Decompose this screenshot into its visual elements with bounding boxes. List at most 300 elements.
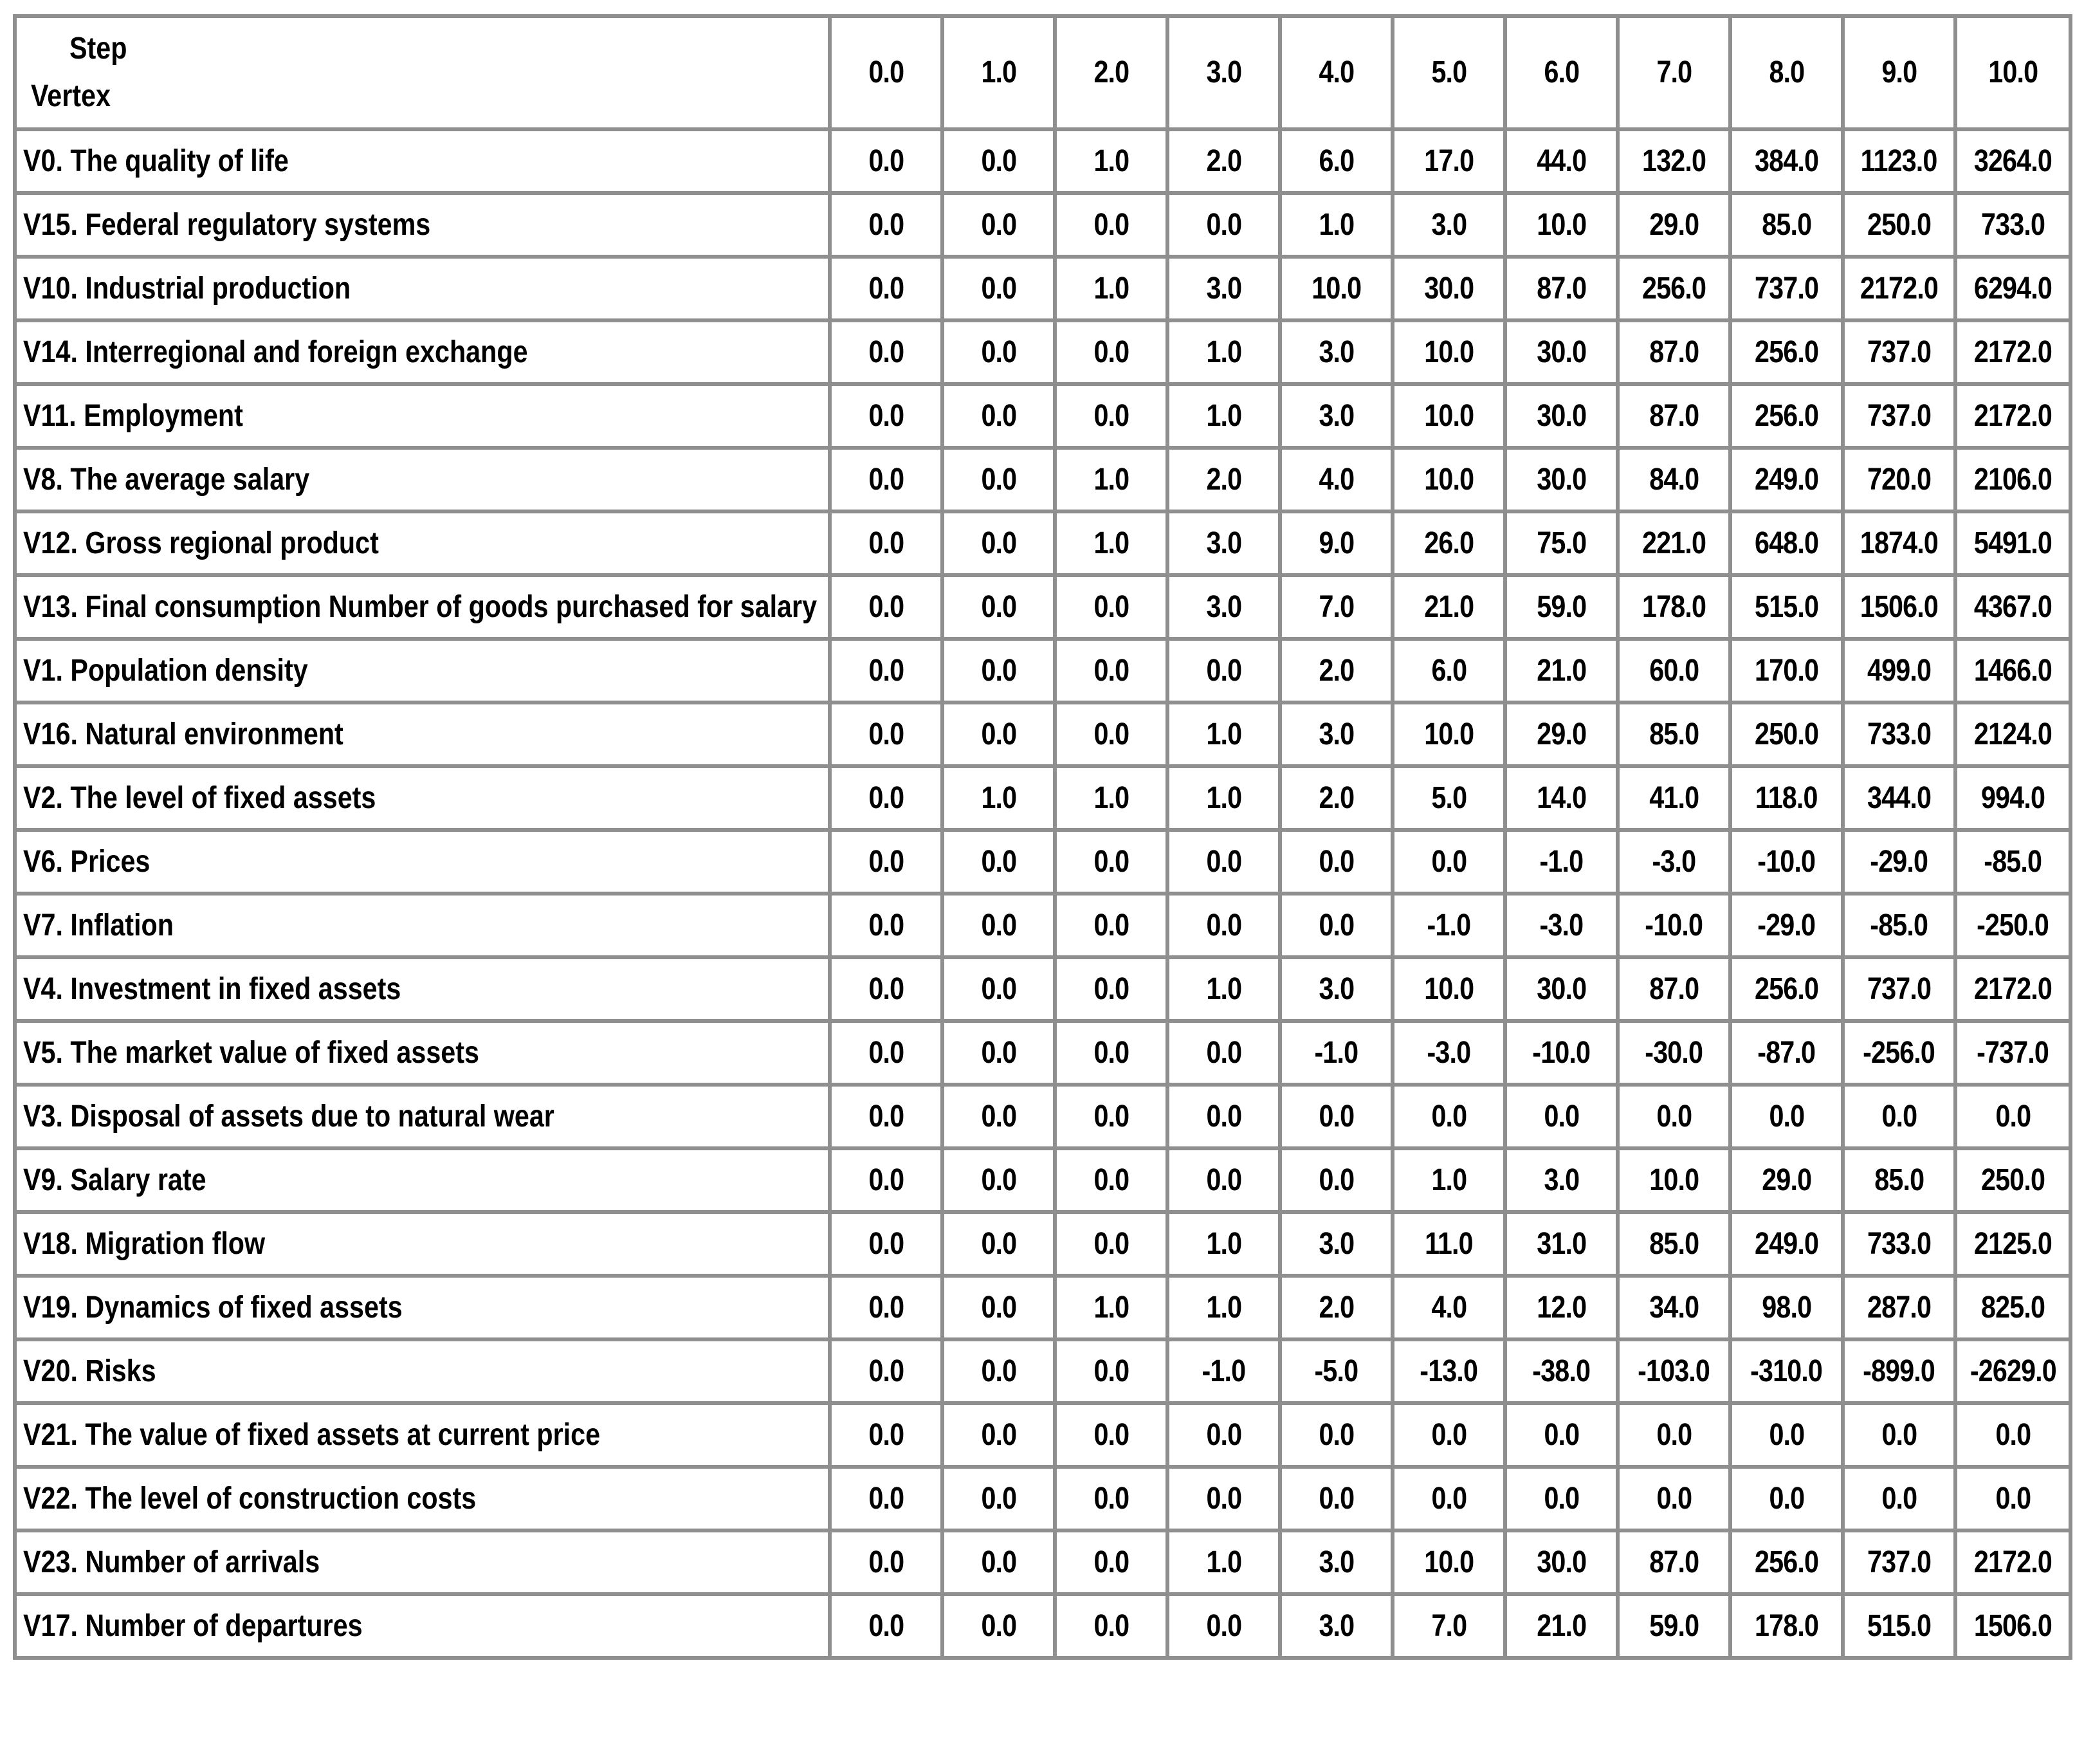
cell-value: -1.0 xyxy=(1427,908,1471,942)
step-header-cell xyxy=(1843,16,1955,129)
cell-value: 737.0 xyxy=(1754,271,1819,306)
value-cell xyxy=(1055,1467,1167,1530)
cell-value: -3.0 xyxy=(1427,1035,1471,1070)
cell-value: 29.0 xyxy=(1649,207,1699,242)
value-cell xyxy=(1393,894,1505,957)
value-cell xyxy=(1280,257,1393,320)
impulse-process-table xyxy=(13,14,2072,1660)
value-cell xyxy=(1167,320,1280,384)
table-row xyxy=(15,957,2070,1021)
cell-value: 256.0 xyxy=(1754,971,1819,1006)
value-cell xyxy=(1730,257,1843,320)
value-cell xyxy=(1393,257,1505,320)
vertex-label-cell xyxy=(15,384,830,448)
cell-value: 87.0 xyxy=(1537,271,1586,306)
value-cell xyxy=(1393,1467,1505,1530)
value-cell xyxy=(1730,1212,1843,1276)
cell-value: 0.0 xyxy=(868,207,904,242)
value-cell xyxy=(1730,1594,1843,1658)
vertex-label-cell xyxy=(15,257,830,320)
cell-value: 994.0 xyxy=(1980,780,2045,815)
cell-value: 0.0 xyxy=(1544,1099,1579,1134)
value-cell xyxy=(1055,1212,1167,1276)
table-row xyxy=(15,575,2070,639)
vertex-label-cell xyxy=(15,320,830,384)
cell-value: 1.0 xyxy=(1093,271,1129,306)
value-cell xyxy=(1505,1148,1618,1212)
value-cell xyxy=(1730,129,1843,193)
value-cell xyxy=(1843,1467,1955,1530)
table-row xyxy=(15,320,2070,384)
value-cell xyxy=(1618,1594,1730,1658)
value-cell xyxy=(1955,1467,2070,1530)
table-row xyxy=(15,830,2070,894)
value-cell xyxy=(1618,1403,1730,1467)
value-cell xyxy=(1618,1276,1730,1339)
cell-value: 499.0 xyxy=(1867,653,1932,688)
table-row xyxy=(15,639,2070,703)
value-cell xyxy=(1393,384,1505,448)
value-cell xyxy=(1055,384,1167,448)
cell-value: 1874.0 xyxy=(1860,526,1939,560)
value-cell xyxy=(1393,129,1505,193)
vertex-header-label: Vertex xyxy=(31,79,111,113)
value-cell xyxy=(1505,384,1618,448)
value-cell xyxy=(1843,448,1955,511)
value-cell xyxy=(942,957,1055,1021)
cell-value: 3.0 xyxy=(1319,1545,1354,1579)
cell-value: 0.0 xyxy=(868,335,904,369)
vertex-label-cell xyxy=(15,830,830,894)
value-cell xyxy=(1393,639,1505,703)
cell-value: 0.0 xyxy=(1431,1481,1467,1516)
value-cell xyxy=(1393,1085,1505,1148)
cell-value: 75.0 xyxy=(1537,526,1586,560)
cell-value: 0.0 xyxy=(868,589,904,624)
table-row xyxy=(15,1594,2070,1658)
vertex-label-cell xyxy=(15,129,830,193)
cell-value: 0.0 xyxy=(981,1290,1016,1325)
cell-value: 648.0 xyxy=(1754,526,1819,560)
cell-value: 0.0 xyxy=(868,462,904,497)
vertex-label: V20. Risks xyxy=(23,1354,156,1388)
cell-value: 0.0 xyxy=(1206,1099,1241,1134)
value-cell xyxy=(1167,1276,1280,1339)
value-cell xyxy=(1280,320,1393,384)
cell-value: 256.0 xyxy=(1754,398,1819,433)
cell-value: -1.0 xyxy=(1539,844,1584,879)
cell-value: 0.0 xyxy=(1995,1099,2031,1134)
value-cell xyxy=(830,257,942,320)
value-cell xyxy=(830,1530,942,1594)
value-cell xyxy=(942,511,1055,575)
value-cell xyxy=(942,575,1055,639)
value-cell xyxy=(1618,1085,1730,1148)
cell-value: 0.0 xyxy=(1093,908,1129,942)
value-cell xyxy=(830,639,942,703)
cell-value: 0.0 xyxy=(1093,1354,1129,1388)
value-cell xyxy=(1730,193,1843,257)
value-cell xyxy=(1393,957,1505,1021)
table-row xyxy=(15,384,2070,448)
value-cell xyxy=(1618,1530,1730,1594)
value-cell xyxy=(1167,1403,1280,1467)
cell-value: -85.0 xyxy=(1984,844,2042,879)
value-cell xyxy=(1393,1021,1505,1085)
cell-value: 0.0 xyxy=(1319,1417,1354,1452)
cell-value: 4.0 xyxy=(1319,462,1354,497)
vertex-label: V13. Final consumption Number of goods purchased for salary xyxy=(23,589,818,624)
value-cell xyxy=(1505,575,1618,639)
value-cell xyxy=(1955,1212,2070,1276)
value-cell xyxy=(1843,639,1955,703)
cell-value: 2172.0 xyxy=(1973,1545,2052,1579)
cell-value: 30.0 xyxy=(1424,271,1474,306)
value-cell xyxy=(830,320,942,384)
table-row xyxy=(15,766,2070,830)
value-cell xyxy=(1955,1403,2070,1467)
table-row xyxy=(15,703,2070,766)
step-header-cell xyxy=(1055,16,1167,129)
cell-value: 0.0 xyxy=(868,1035,904,1070)
cell-value: 0.0 xyxy=(981,908,1016,942)
cell-value: 0.0 xyxy=(868,653,904,688)
step-header-cell xyxy=(830,16,942,129)
vertex-label-cell xyxy=(15,1530,830,1594)
cell-value: 0.0 xyxy=(1206,207,1241,242)
cell-value: 0.0 xyxy=(1206,653,1241,688)
vertex-label-cell xyxy=(15,575,830,639)
cell-value: 2.0 xyxy=(1319,780,1354,815)
cell-value: 0.0 xyxy=(1319,1162,1354,1197)
value-cell xyxy=(1843,1148,1955,1212)
cell-value: -38.0 xyxy=(1532,1354,1591,1388)
cell-value: 0.0 xyxy=(868,971,904,1006)
table-row xyxy=(15,1276,2070,1339)
vertex-label-cell xyxy=(15,957,830,1021)
value-cell xyxy=(1618,830,1730,894)
value-cell xyxy=(1730,1085,1843,1148)
value-cell xyxy=(1505,766,1618,830)
value-cell xyxy=(1055,1530,1167,1594)
value-cell xyxy=(1618,639,1730,703)
value-cell xyxy=(1955,448,2070,511)
vertex-label: V7. Inflation xyxy=(23,908,174,942)
value-cell xyxy=(942,1148,1055,1212)
value-cell xyxy=(1843,1021,1955,1085)
value-cell xyxy=(1730,1021,1843,1085)
vertex-label-cell xyxy=(15,1148,830,1212)
value-cell xyxy=(1505,1467,1618,1530)
cell-value: 384.0 xyxy=(1754,143,1819,178)
cell-value: 41.0 xyxy=(1649,780,1699,815)
cell-value: 0.0 xyxy=(981,589,1016,624)
value-cell xyxy=(1505,257,1618,320)
value-cell xyxy=(1393,193,1505,257)
vertex-label: V0. The quality of life xyxy=(23,143,289,178)
cell-value: 0.0 xyxy=(981,1354,1016,1388)
vertex-label-cell xyxy=(15,448,830,511)
value-cell xyxy=(1505,1594,1618,1658)
value-cell xyxy=(1505,957,1618,1021)
value-cell xyxy=(1843,129,1955,193)
value-cell xyxy=(1167,1530,1280,1594)
value-cell xyxy=(1167,639,1280,703)
value-cell xyxy=(1843,703,1955,766)
cell-value: 733.0 xyxy=(1980,207,2045,242)
value-cell xyxy=(1955,957,2070,1021)
cell-value: 10.0 xyxy=(1424,971,1474,1006)
value-cell xyxy=(1730,1148,1843,1212)
cell-value: 29.0 xyxy=(1537,717,1586,751)
value-cell xyxy=(1618,1021,1730,1085)
value-cell xyxy=(1955,830,2070,894)
cell-value: 2.0 xyxy=(1319,1290,1354,1325)
value-cell xyxy=(1055,320,1167,384)
value-cell xyxy=(1843,511,1955,575)
cell-value: 249.0 xyxy=(1754,462,1819,497)
value-cell xyxy=(1843,193,1955,257)
vertex-label-cell xyxy=(15,894,830,957)
cell-value: 0.0 xyxy=(868,143,904,178)
cell-value: 2172.0 xyxy=(1973,398,2052,433)
cell-value: -13.0 xyxy=(1420,1354,1478,1388)
table-row xyxy=(15,1467,2070,1530)
vertex-label: V5. The market value of fixed assets xyxy=(23,1035,479,1070)
value-cell xyxy=(830,384,942,448)
cell-value: 1.0 xyxy=(1206,398,1241,433)
vertex-label-cell xyxy=(15,193,830,257)
value-cell xyxy=(942,1085,1055,1148)
cell-value: 0.0 xyxy=(1769,1481,1804,1516)
cell-value: 0.0 xyxy=(868,271,904,306)
value-cell xyxy=(1055,1148,1167,1212)
cell-value: 34.0 xyxy=(1649,1290,1699,1325)
cell-value: 87.0 xyxy=(1649,971,1699,1006)
cell-value: 1.0 xyxy=(1431,1162,1467,1197)
value-cell xyxy=(1618,129,1730,193)
cell-value: 0.0 xyxy=(1319,1099,1354,1134)
cell-value: 0.0 xyxy=(1206,1417,1241,1452)
cell-value: -10.0 xyxy=(1532,1035,1591,1070)
cell-value: 12.0 xyxy=(1537,1290,1586,1325)
cell-value: 1506.0 xyxy=(1860,589,1939,624)
value-cell xyxy=(830,1148,942,1212)
cell-value: 3264.0 xyxy=(1973,143,2052,178)
value-cell xyxy=(1618,703,1730,766)
cell-value: 0.0 xyxy=(1093,717,1129,751)
cell-value: 132.0 xyxy=(1641,143,1706,178)
step-header-value: 1.0 xyxy=(981,55,1016,89)
vertex-label-cell xyxy=(15,1021,830,1085)
value-cell xyxy=(1730,894,1843,957)
value-cell xyxy=(942,766,1055,830)
cell-value: 4.0 xyxy=(1431,1290,1467,1325)
vertex-label: V22. The level of construction costs xyxy=(23,1481,477,1516)
value-cell xyxy=(1280,1085,1393,1148)
value-cell xyxy=(1167,1021,1280,1085)
step-header-value: 7.0 xyxy=(1656,55,1692,89)
cell-value: 1.0 xyxy=(1206,971,1241,1006)
cell-value: -29.0 xyxy=(1757,908,1816,942)
value-cell xyxy=(1618,257,1730,320)
cell-value: 0.0 xyxy=(868,1417,904,1452)
cell-value: 6.0 xyxy=(1431,653,1467,688)
value-cell xyxy=(830,766,942,830)
value-cell xyxy=(1055,1594,1167,1658)
cell-value: 0.0 xyxy=(868,398,904,433)
cell-value: 256.0 xyxy=(1754,1545,1819,1579)
value-cell xyxy=(1955,766,2070,830)
cell-value: 1.0 xyxy=(1206,335,1241,369)
cell-value: 0.0 xyxy=(1093,1162,1129,1197)
value-cell xyxy=(1618,1212,1730,1276)
value-cell xyxy=(1843,1212,1955,1276)
cell-value: 87.0 xyxy=(1649,398,1699,433)
cell-value: 5491.0 xyxy=(1973,526,2052,560)
value-cell xyxy=(1280,894,1393,957)
cell-value: 10.0 xyxy=(1649,1162,1699,1197)
value-cell xyxy=(1843,320,1955,384)
value-cell xyxy=(1055,575,1167,639)
vertex-label-cell xyxy=(15,1276,830,1339)
cell-value: 0.0 xyxy=(1431,844,1467,879)
cell-value: -30.0 xyxy=(1645,1035,1703,1070)
cell-value: 2.0 xyxy=(1206,462,1241,497)
value-cell xyxy=(1730,639,1843,703)
value-cell xyxy=(1393,1594,1505,1658)
cell-value: 1.0 xyxy=(1093,143,1129,178)
value-cell xyxy=(1618,1339,1730,1403)
cell-value: -10.0 xyxy=(1645,908,1703,942)
cell-value: 0.0 xyxy=(1769,1417,1804,1452)
value-cell xyxy=(830,1085,942,1148)
value-cell xyxy=(1055,894,1167,957)
vertex-label: V17. Number of departures xyxy=(23,1608,363,1643)
cell-value: 7.0 xyxy=(1431,1608,1467,1643)
table-row xyxy=(15,894,2070,957)
value-cell xyxy=(1280,957,1393,1021)
cell-value: 0.0 xyxy=(868,1099,904,1134)
value-cell xyxy=(1055,129,1167,193)
value-cell xyxy=(1730,320,1843,384)
value-cell xyxy=(1280,766,1393,830)
cell-value: 0.0 xyxy=(981,335,1016,369)
value-cell xyxy=(1843,894,1955,957)
value-cell xyxy=(1280,830,1393,894)
cell-value: 11.0 xyxy=(1425,1226,1473,1261)
value-cell xyxy=(1955,1594,2070,1658)
value-cell xyxy=(1955,193,2070,257)
cell-value: 221.0 xyxy=(1641,526,1706,560)
cell-value: 3.0 xyxy=(1206,526,1241,560)
cell-value: 0.0 xyxy=(1206,908,1241,942)
cell-value: 3.0 xyxy=(1544,1162,1579,1197)
cell-value: 26.0 xyxy=(1424,526,1474,560)
cell-value: -256.0 xyxy=(1863,1035,1935,1070)
value-cell xyxy=(830,129,942,193)
vertex-label: V11. Employment xyxy=(23,398,243,433)
cell-value: 85.0 xyxy=(1649,717,1699,751)
cell-value: 0.0 xyxy=(1656,1099,1692,1134)
cell-value: -87.0 xyxy=(1757,1035,1816,1070)
cell-value: 0.0 xyxy=(981,1608,1016,1643)
cell-value: 1.0 xyxy=(1093,462,1129,497)
cell-value: 21.0 xyxy=(1424,589,1474,624)
step-header-value: 3.0 xyxy=(1206,55,1241,89)
value-cell xyxy=(942,1467,1055,1530)
value-cell xyxy=(942,1403,1055,1467)
cell-value: 2172.0 xyxy=(1973,335,2052,369)
step-header-value: 4.0 xyxy=(1319,55,1354,89)
cell-value: 0.0 xyxy=(1093,971,1129,1006)
value-cell xyxy=(1730,1276,1843,1339)
value-cell xyxy=(1955,1339,2070,1403)
cell-value: 1.0 xyxy=(1206,717,1241,751)
cell-value: 0.0 xyxy=(981,844,1016,879)
cell-value: 1506.0 xyxy=(1973,1608,2052,1643)
cell-value: 0.0 xyxy=(981,1162,1016,1197)
cell-value: 87.0 xyxy=(1649,335,1699,369)
cell-value: 30.0 xyxy=(1537,462,1586,497)
value-cell xyxy=(1167,1212,1280,1276)
value-cell xyxy=(1618,766,1730,830)
value-cell xyxy=(1167,957,1280,1021)
value-cell xyxy=(1393,448,1505,511)
cell-value: 0.0 xyxy=(1093,1226,1129,1261)
value-cell xyxy=(1393,1339,1505,1403)
cell-value: 6294.0 xyxy=(1973,271,2052,306)
cell-value: -1.0 xyxy=(1314,1035,1358,1070)
cell-value: 3.0 xyxy=(1319,1608,1354,1643)
value-cell xyxy=(830,1594,942,1658)
value-cell xyxy=(1505,193,1618,257)
cell-value: -737.0 xyxy=(1977,1035,2049,1070)
table-row xyxy=(15,1021,2070,1085)
value-cell xyxy=(1505,1085,1618,1148)
cell-value: 0.0 xyxy=(981,971,1016,1006)
value-cell xyxy=(1618,511,1730,575)
value-cell xyxy=(1505,894,1618,957)
value-cell xyxy=(1055,193,1167,257)
vertex-label-cell xyxy=(15,511,830,575)
vertex-label-cell xyxy=(15,703,830,766)
value-cell xyxy=(1618,1467,1730,1530)
cell-value: 0.0 xyxy=(1093,1545,1129,1579)
vertex-label: V23. Number of arrivals xyxy=(23,1545,320,1579)
cell-value: 0.0 xyxy=(1206,844,1241,879)
value-cell xyxy=(1393,320,1505,384)
value-cell xyxy=(1955,511,2070,575)
table-row xyxy=(15,129,2070,193)
step-header-cell xyxy=(1280,16,1393,129)
cell-value: 737.0 xyxy=(1867,971,1932,1006)
cell-value: 0.0 xyxy=(981,1545,1016,1579)
cell-value: 30.0 xyxy=(1537,971,1586,1006)
cell-value: 250.0 xyxy=(1867,207,1932,242)
value-cell xyxy=(942,1021,1055,1085)
value-cell xyxy=(1280,639,1393,703)
value-cell xyxy=(1055,1339,1167,1403)
cell-value: 0.0 xyxy=(1881,1099,1917,1134)
value-cell xyxy=(1505,448,1618,511)
cell-value: 0.0 xyxy=(1093,589,1129,624)
vertex-label: V16. Natural environment xyxy=(23,717,343,751)
table-row xyxy=(15,1212,2070,1276)
cell-value: 1.0 xyxy=(1093,780,1129,815)
value-cell xyxy=(1730,703,1843,766)
cell-value: 85.0 xyxy=(1649,1226,1699,1261)
